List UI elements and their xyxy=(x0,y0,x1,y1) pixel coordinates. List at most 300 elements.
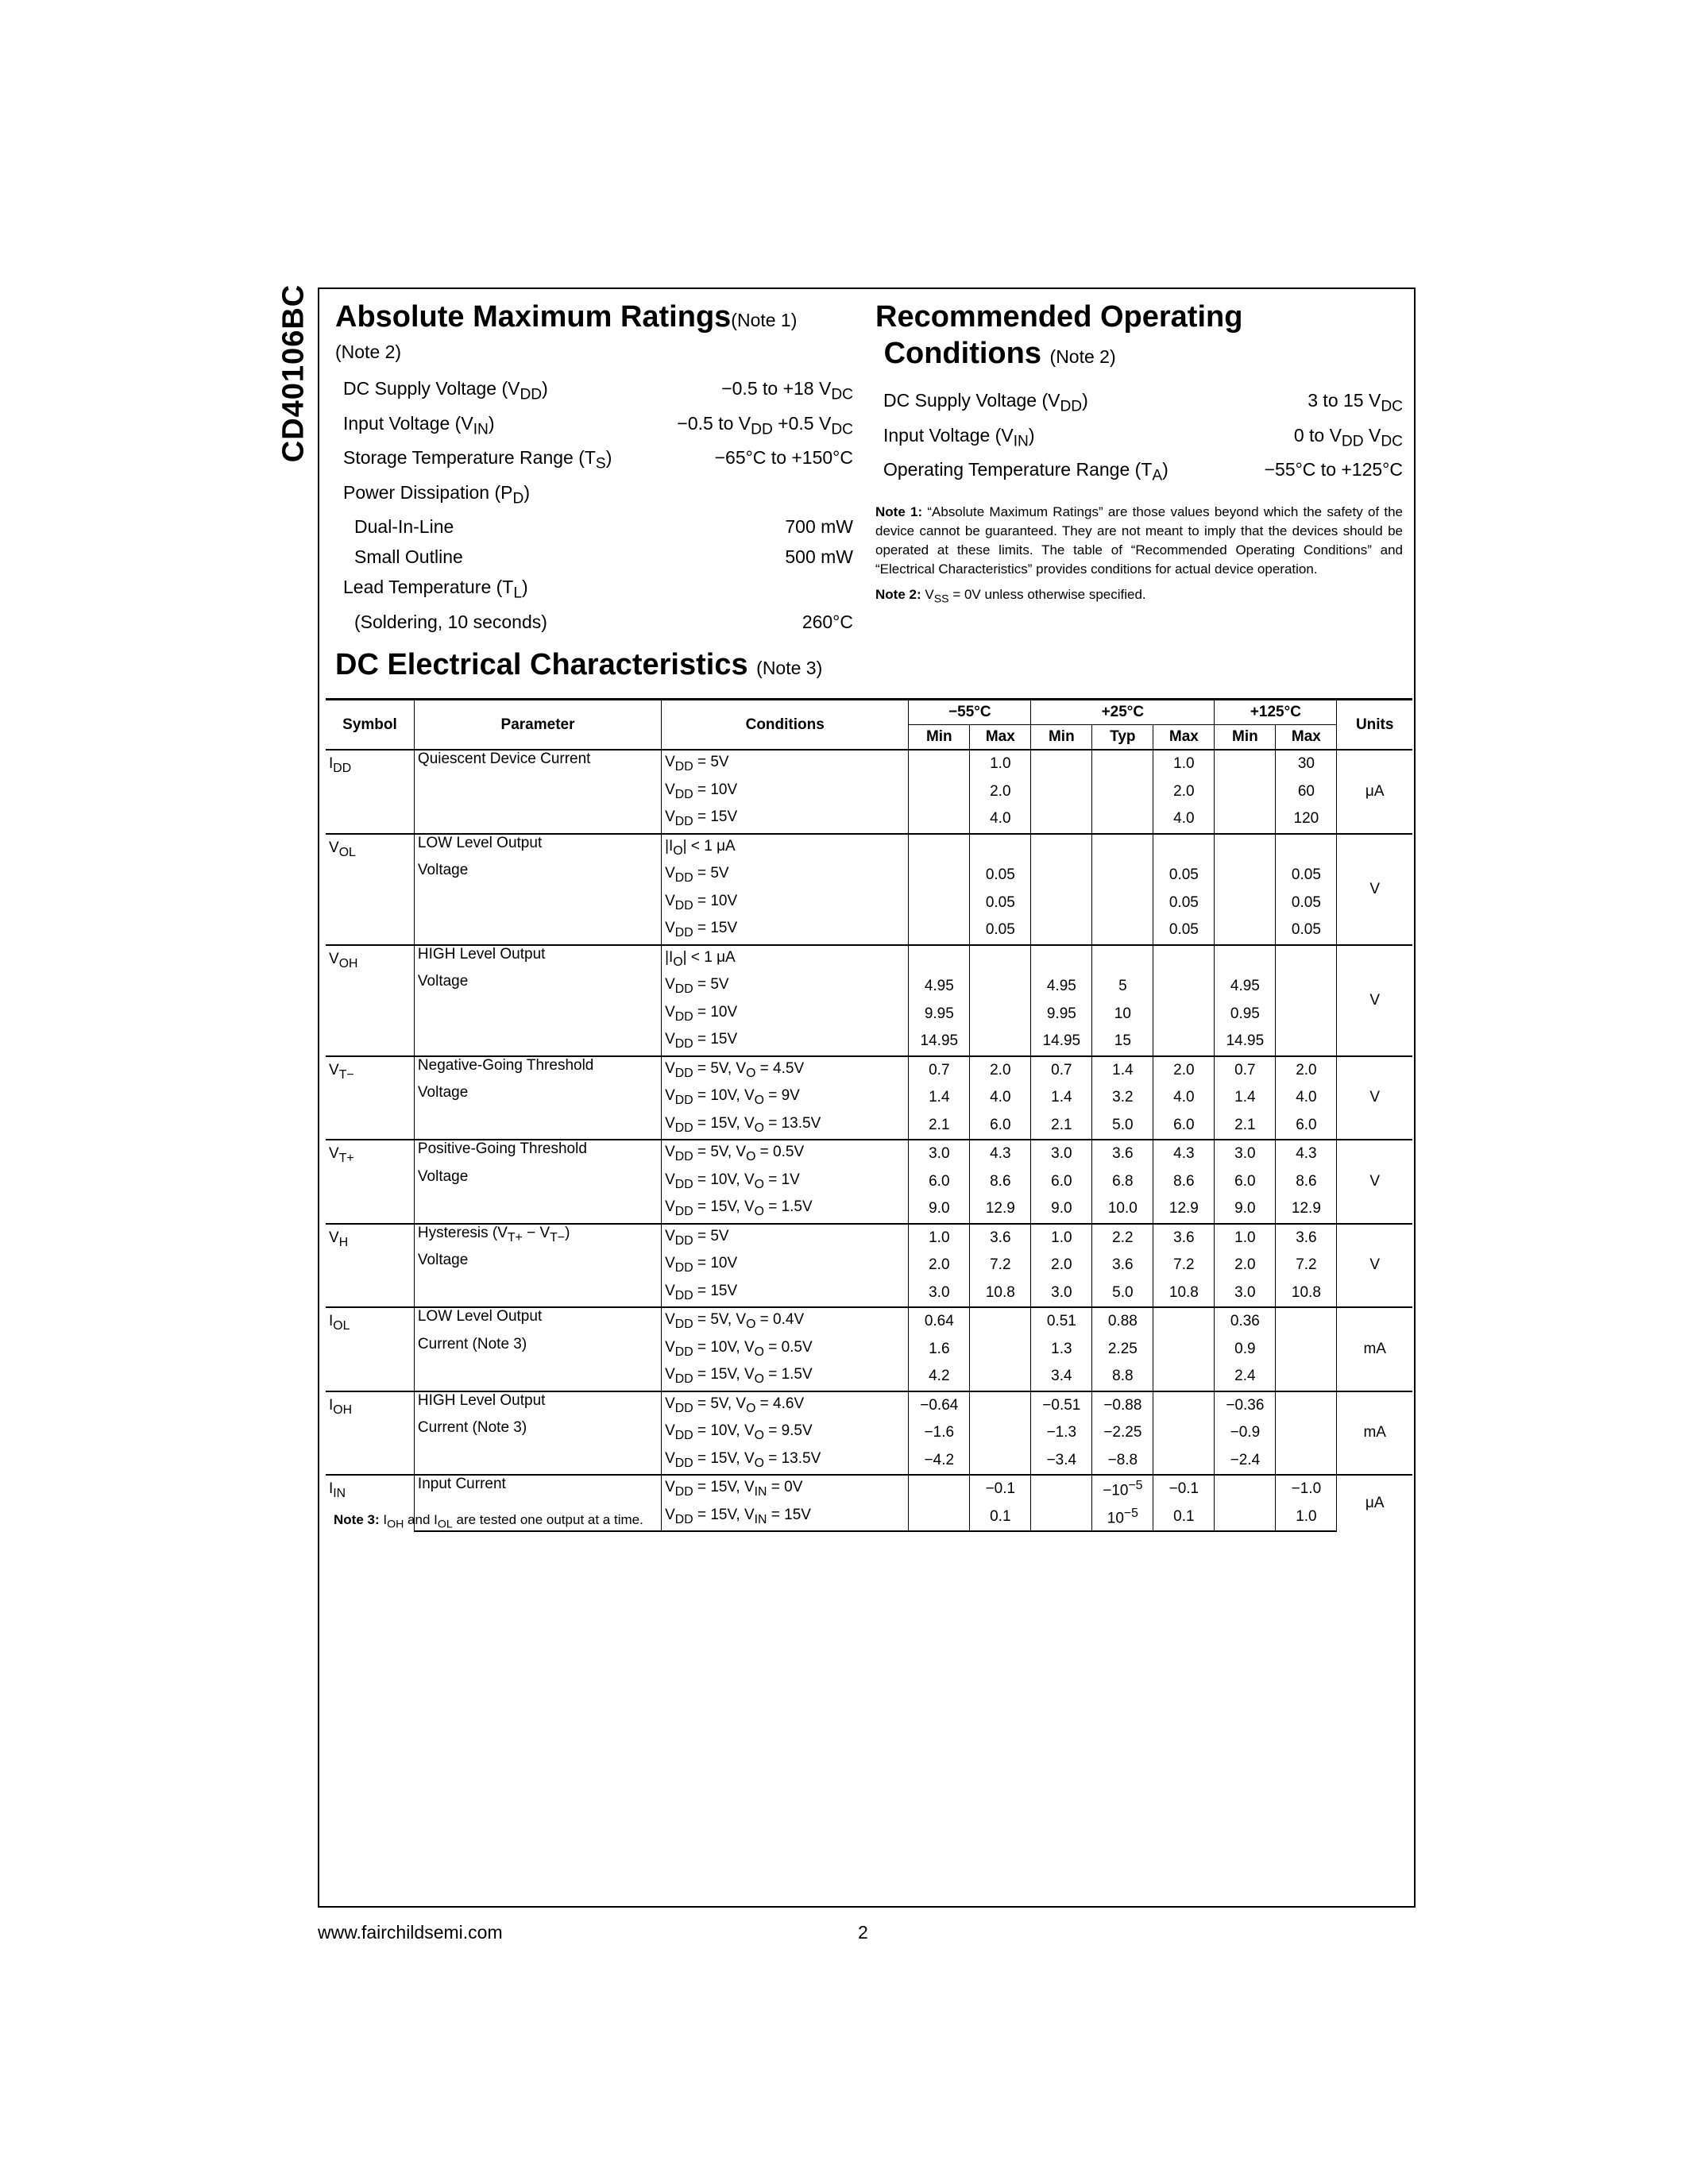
value-cell: 9.0 xyxy=(909,1195,970,1224)
parameter-cell: Positive-Going Threshold xyxy=(414,1140,661,1168)
side-part-number-text: CD40106BC xyxy=(276,284,311,463)
value-cell: 0.64 xyxy=(909,1307,970,1336)
value-cell xyxy=(1276,1391,1337,1420)
parameter-cell: Current (Note 3) xyxy=(414,1336,661,1364)
condition-cell: $V_{DD} = 15V$ xyxy=(662,916,909,945)
value-cell: 5.0 xyxy=(1092,1112,1153,1140)
header-min: Min xyxy=(1031,725,1092,751)
header-min: Min xyxy=(909,725,970,751)
value-cell: −0.1 xyxy=(1153,1475,1215,1503)
value-cell: 1.0 xyxy=(909,1224,970,1252)
header-conditions: Conditions xyxy=(662,700,909,751)
value-cell xyxy=(909,750,970,778)
abs-row xyxy=(335,573,853,608)
value-cell xyxy=(1215,889,1276,917)
abs-row xyxy=(335,542,853,573)
value-cell: −0.88 xyxy=(1092,1391,1153,1420)
header-max: Max xyxy=(1276,725,1337,751)
header-typ: Typ xyxy=(1092,725,1153,751)
condition-cell: $V_{DD} = 5V$, $V_O = 4.5V$ xyxy=(662,1056,909,1085)
value-cell xyxy=(970,1391,1031,1420)
value-cell xyxy=(1092,862,1153,889)
value-cell: 7.2 xyxy=(1153,1252,1215,1279)
value-cell xyxy=(1215,750,1276,778)
value-cell: 0.05 xyxy=(970,889,1031,917)
value-cell: 6.0 xyxy=(1215,1168,1276,1196)
value-cell: 2.0 xyxy=(909,1252,970,1279)
value-cell: 4.3 xyxy=(1276,1140,1337,1168)
table-row xyxy=(326,973,1412,1001)
parameter-cell: LOW Level Output xyxy=(414,1307,661,1336)
value-cell: 3.0 xyxy=(1215,1279,1276,1308)
value-cell: 3.6 xyxy=(1092,1252,1153,1279)
table-row xyxy=(326,1336,1412,1364)
value-cell xyxy=(1153,1028,1215,1056)
value-cell: 12.9 xyxy=(1153,1195,1215,1224)
value-cell: 10 xyxy=(1092,1001,1153,1028)
rec-row xyxy=(875,386,1403,421)
value-cell: −8.8 xyxy=(1092,1447,1153,1476)
header-min: Min xyxy=(1215,725,1276,751)
condition-cell: $V_{DD} = 15V$, $V_O = 13.5V$ xyxy=(662,1447,909,1476)
value-cell: 60 xyxy=(1276,778,1337,806)
table-row xyxy=(326,916,1412,945)
condition-cell: $V_{DD} = 15V$, $V_O = 1.5V$ xyxy=(662,1195,909,1224)
parameter-cell xyxy=(414,1112,661,1140)
note-1: Note 1: “Absolute Maximum Ratings” are those values beyond which the safety of the device cannot be guaranteed. They are not meant to imply that the devices should be operated at these limits. The table of “Recommended Operating Conditions” and “Electrical Characteristics” provides conditions for actual device operation. xyxy=(875,504,1403,577)
abs-label: Small Outline xyxy=(354,546,463,568)
value-cell xyxy=(1215,916,1276,945)
value-cell: 14.95 xyxy=(909,1028,970,1056)
abs-row xyxy=(335,478,853,513)
value-cell: −0.51 xyxy=(1031,1391,1092,1420)
abs-max-table xyxy=(335,374,853,638)
side-part-number xyxy=(270,286,318,461)
symbol-cell: $V_{T+}$ xyxy=(326,1140,414,1224)
dc-characteristics-table xyxy=(326,698,1412,1532)
value-cell: 10.8 xyxy=(1276,1279,1337,1308)
value-cell: 1.0 xyxy=(1153,750,1215,778)
table-row xyxy=(326,1419,1412,1447)
note-3: Note 3: $I_{OH}$ and $I_{OL}$ are tested one output at a time. xyxy=(334,1512,643,1531)
table-row xyxy=(326,1084,1412,1112)
condition-cell: $V_{DD} = 15V$, $V_{IN} = 15V$ xyxy=(662,1503,909,1532)
value-cell xyxy=(1031,1503,1092,1532)
table-row xyxy=(326,1307,1412,1336)
value-cell: 2.0 xyxy=(1031,1252,1092,1279)
parameter-cell xyxy=(414,1279,661,1308)
condition-cell: $V_{DD} = 15V$, $V_O = 13.5V$ xyxy=(662,1112,909,1140)
abs-value: 500 mW xyxy=(785,546,853,568)
parameter-cell: Input Current xyxy=(414,1475,661,1503)
condition-cell: $V_{DD} = 5V$, $V_O = 0.5V$ xyxy=(662,1140,909,1168)
value-cell: 0.1 xyxy=(970,1503,1031,1532)
value-cell xyxy=(970,1419,1031,1447)
value-cell: 10.8 xyxy=(970,1279,1031,1308)
abs-max-title-note: (Note 1) xyxy=(731,310,798,330)
table-row xyxy=(326,1195,1412,1224)
value-cell: 8.6 xyxy=(970,1168,1031,1196)
value-cell: 3.0 xyxy=(1031,1279,1092,1308)
value-cell: 0.88 xyxy=(1092,1307,1153,1336)
abs-label: Storage Temperature Range $(T_S)$ xyxy=(343,447,612,473)
value-cell: 7.2 xyxy=(970,1252,1031,1279)
parameter-cell xyxy=(414,1195,661,1224)
value-cell: 2.25 xyxy=(1092,1336,1153,1364)
value-cell: 5.0 xyxy=(1092,1279,1153,1308)
abs-max-note2: (Note 2) xyxy=(335,341,402,362)
value-cell: −1.3 xyxy=(1031,1419,1092,1447)
table-row xyxy=(326,1001,1412,1028)
value-cell xyxy=(1276,1419,1337,1447)
value-cell xyxy=(970,834,1031,862)
value-cell xyxy=(909,778,970,806)
value-cell xyxy=(970,945,1031,974)
value-cell: 1.4 xyxy=(909,1084,970,1112)
value-cell xyxy=(1276,1447,1337,1476)
value-cell: −3.4 xyxy=(1031,1447,1092,1476)
value-cell: 0.05 xyxy=(1153,889,1215,917)
abs-row xyxy=(335,374,853,409)
units-cell: V xyxy=(1337,834,1412,945)
value-cell: −0.1 xyxy=(970,1475,1031,1503)
units-cell: V xyxy=(1337,945,1412,1056)
units-cell: mA xyxy=(1337,1307,1412,1391)
value-cell: 0.05 xyxy=(970,862,1031,889)
abs-label: DC Supply Voltage $(V_{DD})$ xyxy=(343,378,548,403)
value-cell: 0.05 xyxy=(1276,889,1337,917)
rec-op-table xyxy=(875,386,1403,490)
value-cell xyxy=(1153,1419,1215,1447)
value-cell: 0.05 xyxy=(1276,862,1337,889)
value-cell xyxy=(1031,834,1092,862)
value-cell: −2.4 xyxy=(1215,1447,1276,1476)
value-cell xyxy=(1092,889,1153,917)
abs-value: −0.5 to $V_{DD} +0.5$ $V_{DC}$ xyxy=(677,412,853,438)
units-cell: V xyxy=(1337,1140,1412,1224)
table-row xyxy=(326,1168,1412,1196)
parameter-cell: Current (Note 3) xyxy=(414,1419,661,1447)
value-cell: 1.0 xyxy=(970,750,1031,778)
table-row xyxy=(326,834,1412,862)
units-cell: V xyxy=(1337,1224,1412,1308)
value-cell: 3.6 xyxy=(1092,1140,1153,1168)
header-units: Units xyxy=(1337,700,1412,751)
value-cell: 4.2 xyxy=(909,1363,970,1391)
value-cell xyxy=(1215,805,1276,834)
value-cell: 9.0 xyxy=(1031,1195,1092,1224)
parameter-cell xyxy=(414,1028,661,1056)
abs-row xyxy=(335,443,853,478)
value-cell: 2.1 xyxy=(1215,1112,1276,1140)
value-cell: 1.6 xyxy=(909,1336,970,1364)
table-row xyxy=(326,805,1412,834)
value-cell: 9.0 xyxy=(1215,1195,1276,1224)
abs-value: −0.5 to +18 $V_{DC}$ xyxy=(721,378,853,403)
value-cell xyxy=(1031,862,1092,889)
table-row xyxy=(326,1112,1412,1140)
abs-row xyxy=(335,409,853,444)
condition-cell: $V_{DD} = 5V$, $V_O = 0.4V$ xyxy=(662,1307,909,1336)
value-cell: 10.8 xyxy=(1153,1279,1215,1308)
condition-cell: $V_{DD} = 15V$ xyxy=(662,805,909,834)
value-cell: 0.9 xyxy=(1215,1336,1276,1364)
table-row xyxy=(326,1475,1412,1503)
value-cell: 2.0 xyxy=(970,1056,1031,1085)
value-cell: 15 xyxy=(1092,1028,1153,1056)
value-cell xyxy=(1153,945,1215,974)
value-cell: 8.8 xyxy=(1092,1363,1153,1391)
abs-row xyxy=(335,512,853,542)
rec-op-title: Recommended Operating Conditions (Note 2) xyxy=(875,300,1243,370)
value-cell xyxy=(1215,778,1276,806)
abs-max-title: Absolute Maximum Ratings(Note 1) xyxy=(335,300,798,334)
value-cell xyxy=(909,889,970,917)
parameter-cell xyxy=(414,1001,661,1028)
value-cell: 1.4 xyxy=(1092,1056,1153,1085)
abs-label: Lead Temperature $(T_L)$ xyxy=(343,577,528,602)
value-cell: 120 xyxy=(1276,805,1337,834)
rec-row xyxy=(875,421,1403,456)
value-cell xyxy=(970,1001,1031,1028)
header-temp-25: +25°C xyxy=(1031,700,1215,725)
page-number: 2 xyxy=(858,1922,868,1943)
value-cell xyxy=(1031,1475,1092,1503)
parameter-cell: Voltage xyxy=(414,862,661,889)
value-cell: 14.95 xyxy=(1031,1028,1092,1056)
parameter-cell: Voltage xyxy=(414,1168,661,1196)
table-row xyxy=(326,1056,1412,1085)
rec-label: Operating Temperature Range $(T_A)$ xyxy=(883,459,1168,484)
value-cell: 8.6 xyxy=(1276,1168,1337,1196)
rec-value: 0 to $V_{DD}$ $V_{DC}$ xyxy=(1293,424,1403,450)
value-cell: 0.7 xyxy=(1031,1056,1092,1085)
parameter-cell: Voltage xyxy=(414,973,661,1001)
value-cell: 4.95 xyxy=(1031,973,1092,1001)
value-cell: −0.9 xyxy=(1215,1419,1276,1447)
parameter-cell xyxy=(414,778,661,806)
rec-label: DC Supply Voltage $(V_{DD})$ xyxy=(883,390,1088,415)
value-cell: 0.7 xyxy=(1215,1056,1276,1085)
value-cell xyxy=(909,834,970,862)
table-row xyxy=(326,1252,1412,1279)
value-cell xyxy=(970,1028,1031,1056)
parameter-cell: LOW Level Output xyxy=(414,834,661,862)
condition-cell: $V_{DD} = 10V$, $V_O = 9.5V$ xyxy=(662,1419,909,1447)
condition-cell: $|I_O| < 1$ μA xyxy=(662,834,909,862)
value-cell: 4.0 xyxy=(1276,1084,1337,1112)
value-cell: 1.4 xyxy=(1031,1084,1092,1112)
symbol-cell: $V_{OL}$ xyxy=(326,834,414,945)
value-cell: 7.2 xyxy=(1276,1252,1337,1279)
abs-value: 260°C xyxy=(802,611,853,632)
rec-op-title-note: (Note 2) xyxy=(1049,346,1116,367)
value-cell: 0.05 xyxy=(1276,916,1337,945)
abs-value xyxy=(652,478,854,513)
table-row xyxy=(326,1363,1412,1391)
header-max: Max xyxy=(1153,725,1215,751)
abs-label: Dual-In-Line xyxy=(354,516,454,538)
value-cell xyxy=(1031,778,1092,806)
abs-label: Power Dissipation $(P_D)$ xyxy=(343,481,530,507)
value-cell: 3.6 xyxy=(1276,1224,1337,1252)
value-cell xyxy=(1153,1391,1215,1420)
rec-value: 3 to 15 $V_{DC}$ xyxy=(1308,390,1403,415)
parameter-cell: HIGH Level Output xyxy=(414,945,661,974)
value-cell: 6.0 xyxy=(970,1112,1031,1140)
abs-max-section xyxy=(335,299,853,638)
condition-cell: $V_{DD} = 5V$ xyxy=(662,862,909,889)
value-cell xyxy=(1215,945,1276,974)
condition-cell: $V_{DD} = 10V$ xyxy=(662,1001,909,1028)
header-parameter: Parameter xyxy=(414,700,661,751)
value-cell xyxy=(1031,889,1092,917)
abs-value: 700 mW xyxy=(785,516,853,538)
value-cell: 2.0 xyxy=(1153,778,1215,806)
value-cell: 2.0 xyxy=(1215,1252,1276,1279)
value-cell: 6.0 xyxy=(909,1168,970,1196)
value-cell xyxy=(909,1503,970,1532)
value-cell: 9.95 xyxy=(1031,1001,1092,1028)
table-row xyxy=(326,945,1412,974)
dc-title: DC Electrical Characteristics (Note 3) xyxy=(335,648,823,681)
value-cell: 0.05 xyxy=(970,916,1031,945)
value-cell xyxy=(1215,1475,1276,1503)
value-cell xyxy=(1276,834,1337,862)
symbol-cell: $V_H$ xyxy=(326,1224,414,1308)
header-symbol: Symbol xyxy=(326,700,414,751)
value-cell xyxy=(1031,945,1092,974)
value-cell: 1.0 xyxy=(1031,1224,1092,1252)
rec-op-section xyxy=(875,299,1403,615)
value-cell xyxy=(1276,945,1337,974)
abs-value: −65°C to +150°C xyxy=(714,447,853,469)
parameter-cell: Voltage xyxy=(414,1084,661,1112)
value-cell xyxy=(1276,973,1337,1001)
value-cell: 14.95 xyxy=(1215,1028,1276,1056)
units-cell: mA xyxy=(1337,1391,1412,1476)
value-cell xyxy=(970,1336,1031,1364)
value-cell xyxy=(909,916,970,945)
value-cell xyxy=(970,1363,1031,1391)
table-row xyxy=(326,750,1412,778)
units-cell: μA xyxy=(1337,750,1412,834)
value-cell: 3.6 xyxy=(970,1224,1031,1252)
value-cell xyxy=(1215,834,1276,862)
value-cell: 8.6 xyxy=(1153,1168,1215,1196)
value-cell: 4.0 xyxy=(970,1084,1031,1112)
value-cell xyxy=(909,862,970,889)
abs-label: (Soldering, 10 seconds) xyxy=(354,611,547,632)
parameter-cell: Negative-Going Threshold xyxy=(414,1056,661,1085)
value-cell: 12.9 xyxy=(970,1195,1031,1224)
condition-cell: $V_{DD} = 5V$, $V_O = 4.6V$ xyxy=(662,1391,909,1420)
value-cell: 1.3 xyxy=(1031,1336,1092,1364)
condition-cell: $V_{DD} = 15V$ xyxy=(662,1028,909,1056)
value-cell xyxy=(1153,1001,1215,1028)
value-cell: 6.0 xyxy=(1276,1112,1337,1140)
value-cell xyxy=(1276,1028,1337,1056)
units-cell: μA xyxy=(1337,1475,1412,1531)
value-cell xyxy=(1031,805,1092,834)
value-cell xyxy=(1092,834,1153,862)
value-cell: 10.0 xyxy=(1092,1195,1153,1224)
value-cell: −2.25 xyxy=(1092,1419,1153,1447)
table-row xyxy=(326,778,1412,806)
header-temp-125: +125°C xyxy=(1215,700,1337,725)
value-cell xyxy=(1276,1336,1337,1364)
value-cell xyxy=(1092,945,1153,974)
value-cell: $-10^{-5}$ xyxy=(1092,1475,1153,1503)
value-cell: 3.0 xyxy=(909,1279,970,1308)
value-cell: 1.0 xyxy=(1215,1224,1276,1252)
value-cell: $10^{-5}$ xyxy=(1092,1503,1153,1532)
value-cell: 12.9 xyxy=(1276,1195,1337,1224)
value-cell: 0.51 xyxy=(1031,1307,1092,1336)
condition-cell: $V_{DD} = 15V$, $V_{IN} = 0V$ xyxy=(662,1475,909,1503)
condition-cell: $V_{DD} = 10V$ xyxy=(662,778,909,806)
value-cell: 4.95 xyxy=(909,973,970,1001)
abs-row xyxy=(335,608,853,638)
symbol-cell: $V_{T-}$ xyxy=(326,1056,414,1140)
value-cell xyxy=(1153,1336,1215,1364)
condition-cell: $V_{DD} = 5V$ xyxy=(662,1224,909,1252)
parameter-cell xyxy=(414,916,661,945)
value-cell: 3.0 xyxy=(1031,1140,1092,1168)
value-cell: 3.6 xyxy=(1153,1224,1215,1252)
parameter-cell: Voltage xyxy=(414,1252,661,1279)
parameter-cell xyxy=(414,1447,661,1476)
value-cell: 0.1 xyxy=(1153,1503,1215,1532)
parameter-cell xyxy=(414,805,661,834)
value-cell: 5 xyxy=(1092,973,1153,1001)
symbol-cell: $V_{OH}$ xyxy=(326,945,414,1056)
value-cell: 0.05 xyxy=(1153,916,1215,945)
value-cell xyxy=(1153,973,1215,1001)
value-cell: 2.0 xyxy=(970,778,1031,806)
value-cell: 1.0 xyxy=(1276,1503,1337,1532)
value-cell: 3.0 xyxy=(1215,1140,1276,1168)
value-cell: 6.8 xyxy=(1092,1168,1153,1196)
value-cell: 2.0 xyxy=(1276,1056,1337,1085)
value-cell xyxy=(970,1447,1031,1476)
condition-cell: $V_{DD} = 5V$ xyxy=(662,750,909,778)
header-temp-neg55: −55°C xyxy=(909,700,1031,725)
value-cell xyxy=(1276,1307,1337,1336)
parameter-cell xyxy=(414,1363,661,1391)
abs-value xyxy=(652,573,854,608)
value-cell xyxy=(1092,778,1153,806)
value-cell: 2.2 xyxy=(1092,1224,1153,1252)
value-cell: 4.3 xyxy=(970,1140,1031,1168)
table-row xyxy=(326,1279,1412,1308)
footer-url: www.fairchildsemi.com xyxy=(318,1922,503,1943)
value-cell: 1.4 xyxy=(1215,1084,1276,1112)
value-cell: 3.4 xyxy=(1031,1363,1092,1391)
table-row xyxy=(326,1224,1412,1252)
condition-cell: $V_{DD} = 15V$ xyxy=(662,1279,909,1308)
rec-row xyxy=(875,455,1403,490)
value-cell: 4.0 xyxy=(1153,1084,1215,1112)
condition-cell: $V_{DD} = 10V$ xyxy=(662,1252,909,1279)
value-cell: 6.0 xyxy=(1153,1112,1215,1140)
parameter-cell: Quiescent Device Current xyxy=(414,750,661,778)
value-cell xyxy=(1153,1447,1215,1476)
value-cell xyxy=(1153,834,1215,862)
value-cell xyxy=(1276,1001,1337,1028)
parameter-cell: HIGH Level Output xyxy=(414,1391,661,1420)
rec-value: −55°C to +125°C xyxy=(1264,459,1403,480)
